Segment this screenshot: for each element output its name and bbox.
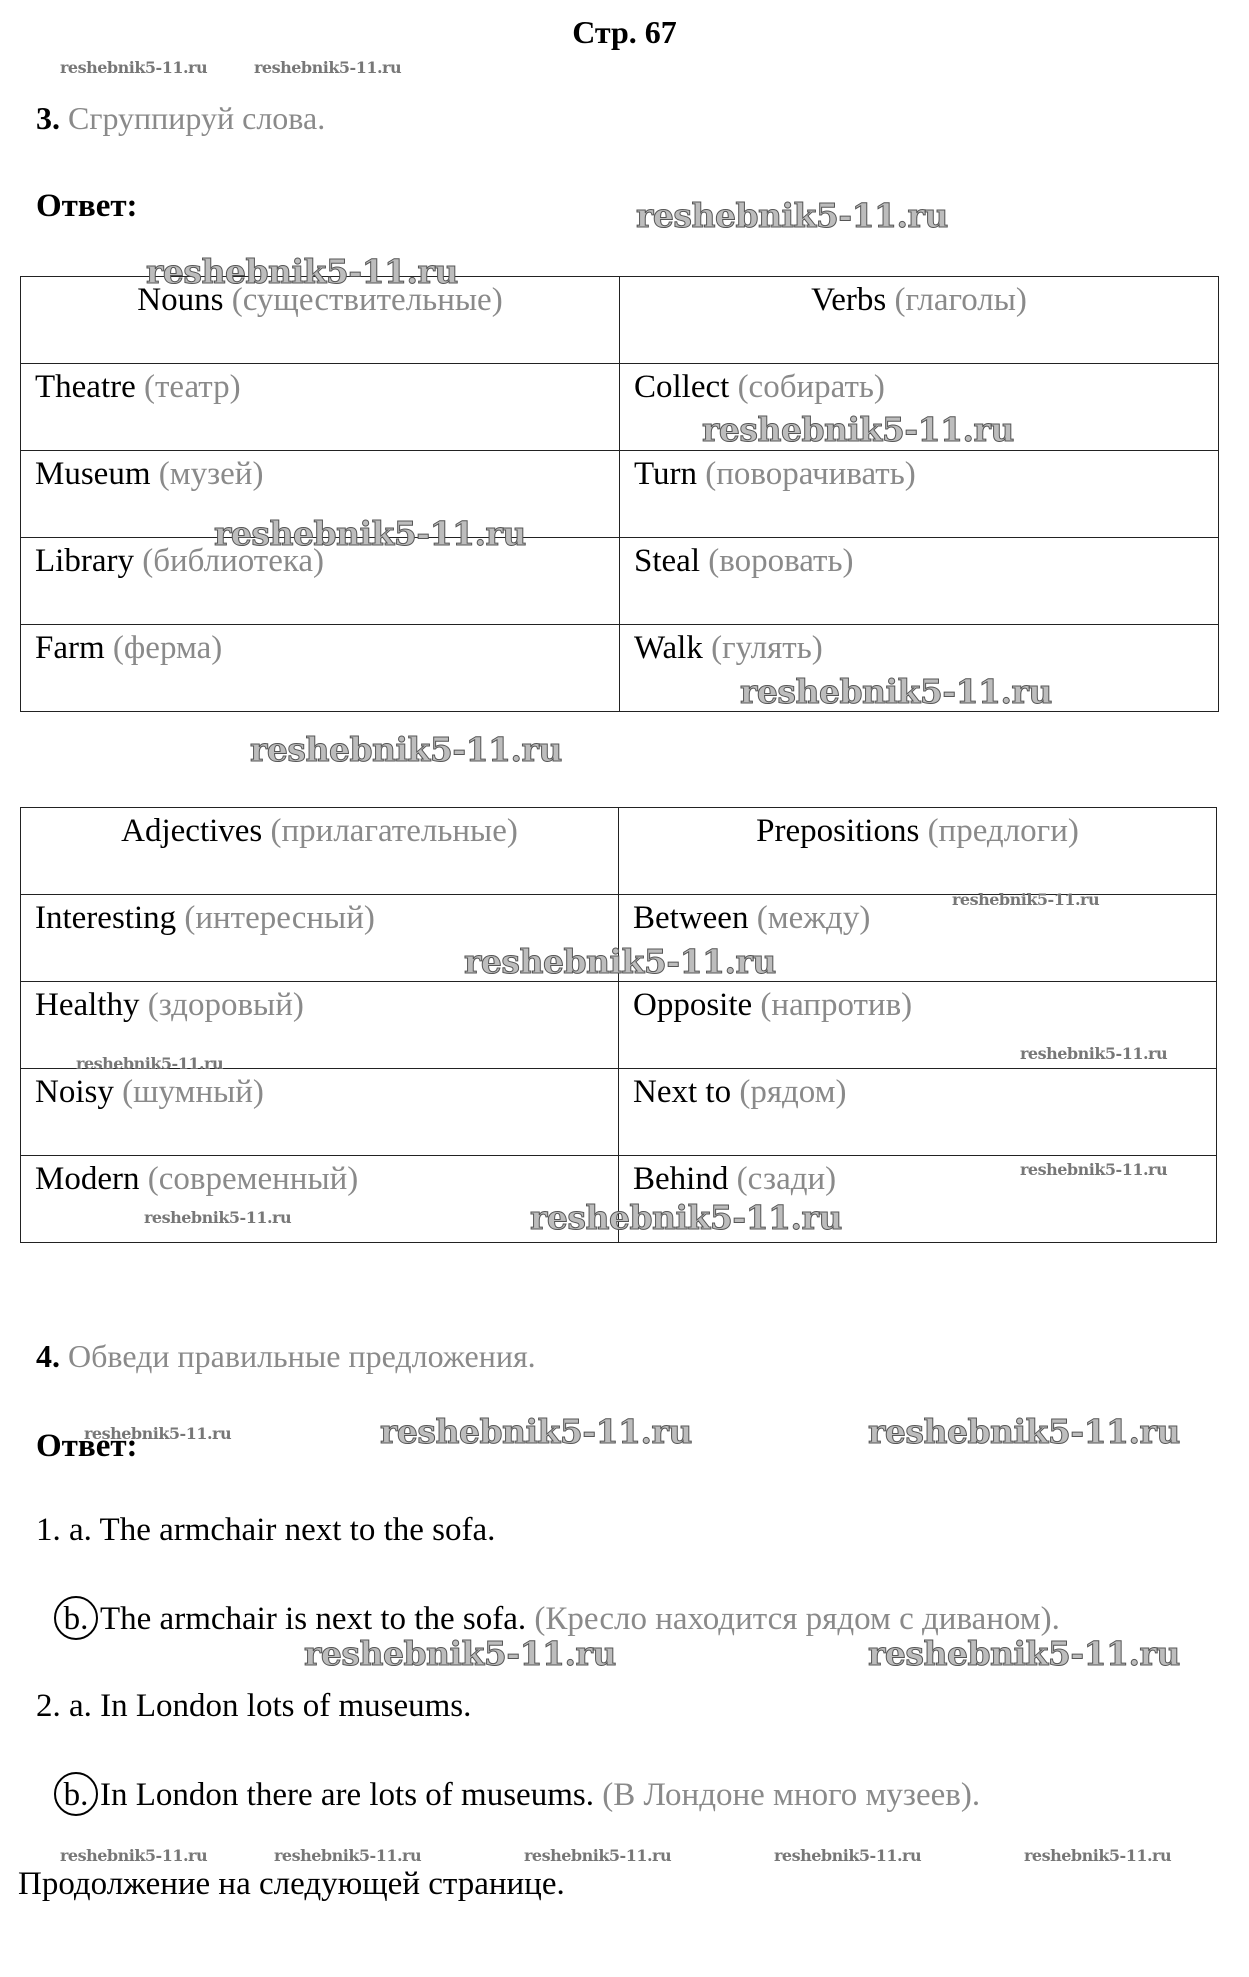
words-table-2	[20, 807, 1217, 1243]
watermark: reshebnik5-11.ru	[76, 1054, 224, 1073]
watermark: reshebnik5-11.ru	[740, 672, 1052, 711]
table-header-row	[21, 808, 1217, 895]
watermark: reshebnik5-11.ru	[464, 942, 776, 981]
table-cell: Next to (рядом)	[619, 1069, 1217, 1156]
watermark: reshebnik5-11.ru	[1020, 1160, 1168, 1179]
footer-note: Продолжение на следующей странице.	[18, 1866, 565, 1902]
table-cell: Turn (поворачивать)	[620, 451, 1219, 538]
watermark: reshebnik5-11.ru	[84, 1424, 232, 1443]
table-cell: Collect (собирать)	[620, 364, 1219, 451]
table-row	[21, 625, 1219, 712]
task-3	[36, 100, 325, 137]
table-cell: Opposite (напротив)	[619, 982, 1217, 1069]
table-cell: Theatre (театр)	[21, 364, 620, 451]
words-table-1	[20, 276, 1219, 712]
header-cell: Adjectives (прилагательные)	[21, 808, 619, 895]
circled-option: b.	[54, 1772, 98, 1816]
watermark: reshebnik5-11.ru	[214, 514, 526, 553]
watermark: reshebnik5-11.ru	[146, 252, 458, 291]
header-cell: Verbs (глаголы)	[620, 277, 1219, 364]
watermark: reshebnik5-11.ru	[250, 730, 562, 769]
task-instruction: Сгруппируй слова.	[68, 100, 326, 136]
watermark: reshebnik5-11.ru	[774, 1846, 922, 1865]
watermark: reshebnik5-11.ru	[1020, 1044, 1168, 1063]
watermark: reshebnik5-11.ru	[274, 1846, 422, 1865]
circled-option: b.	[54, 1596, 98, 1640]
table-row	[21, 982, 1217, 1069]
table-row	[21, 538, 1219, 625]
table-row	[21, 364, 1219, 451]
table-cell: Between (между)	[619, 895, 1217, 982]
table-cell: Modern (современный)	[21, 1156, 619, 1243]
watermark: reshebnik5-11.ru	[868, 1634, 1180, 1673]
task-4	[36, 1338, 536, 1375]
translation: (Кресло находится рядом с диваном).	[534, 1601, 1060, 1637]
sentence-1a: 1. a. The armchair next to the sofa.	[36, 1512, 496, 1548]
table-cell: Interesting (интересный)	[21, 895, 619, 982]
answer-label: Ответ:	[36, 1428, 138, 1464]
sentence-2a: 2. a. In London lots of museums.	[36, 1688, 472, 1724]
table-cell: Library (библиотека)	[21, 538, 620, 625]
table-row	[21, 451, 1219, 538]
watermark: reshebnik5-11.ru	[952, 890, 1100, 909]
table-row	[21, 1069, 1217, 1156]
table-cell: Farm (ферма)	[21, 625, 620, 712]
translation: (В Лондоне много музеев).	[602, 1777, 981, 1813]
watermark: reshebnik5-11.ru	[304, 1634, 616, 1673]
task-number: 3.	[36, 100, 60, 136]
page-title: Стр. 67	[572, 14, 677, 50]
task-number: 4.	[36, 1338, 60, 1374]
watermark: reshebnik5-11.ru	[380, 1412, 692, 1451]
watermark: reshebnik5-11.ru	[60, 58, 208, 77]
table-cell: Noisy (шумный)	[21, 1069, 619, 1156]
table-cell: Walk (гулять)	[620, 625, 1219, 712]
header-cell: Prepositions (предлоги)	[619, 808, 1217, 895]
watermark: reshebnik5-11.ru	[868, 1412, 1180, 1451]
table-header-row	[21, 277, 1219, 364]
watermark: reshebnik5-11.ru	[254, 58, 402, 77]
answer-label: Ответ:	[36, 188, 138, 224]
watermark: reshebnik5-11.ru	[530, 1198, 842, 1237]
watermark: reshebnik5-11.ru	[1024, 1846, 1172, 1865]
table-cell: Museum (музей)	[21, 451, 620, 538]
sentence-2b: b. In London there are lots of museums. (В Лондоне много музеев).	[54, 1772, 980, 1816]
watermark: reshebnik5-11.ru	[702, 410, 1014, 449]
watermark: reshebnik5-11.ru	[524, 1846, 672, 1865]
table-cell: Behind (сзади)	[619, 1156, 1217, 1243]
task-instruction: Обведи правильные предложения.	[68, 1338, 536, 1374]
table-row	[21, 895, 1217, 982]
sentence-1b: b. The armchair is next to the sofa. (Кресло находится рядом с диваном).	[54, 1596, 1060, 1640]
table-cell: Healthy (здоровый)	[21, 982, 619, 1069]
watermark: reshebnik5-11.ru	[636, 196, 948, 235]
header-cell: Nouns (существительные)	[21, 277, 620, 364]
watermark: reshebnik5-11.ru	[60, 1846, 208, 1865]
table-cell: Steal (воровать)	[620, 538, 1219, 625]
table-row	[21, 1156, 1217, 1243]
watermark: reshebnik5-11.ru	[144, 1208, 292, 1227]
